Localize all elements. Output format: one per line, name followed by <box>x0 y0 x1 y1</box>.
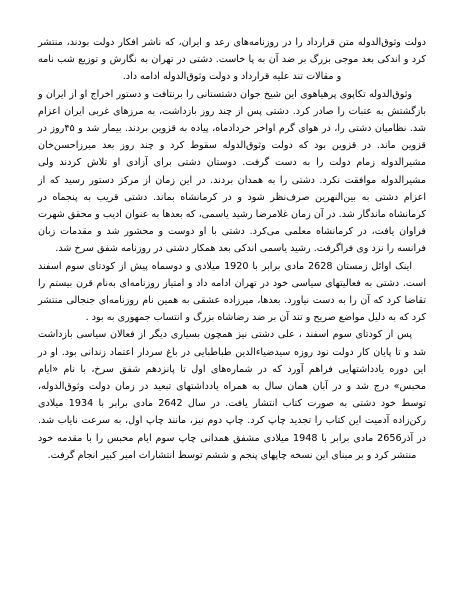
document-body <box>38 34 426 464</box>
paragraph-1: دولت وثوق‌الدوله متن قرارداد را در روزنامه‌های رعد و ایران، که ناشر افکار دولت بودند، منتشر کرد و اندکی بعد موجی بزرگ بر ضد آن به پا خاست. دشتی در تهران به نگارش و توزیع شب نامه و مقالات تند علیه قرارداد و دولت وثوق‌الدوله ادامه داد. <box>38 37 426 83</box>
paragraph-3: اینک اوائل زمستان 2628 مادی برابر با 1920 میلادی و دوسماه پیش از کودتای سوم اسفند است. دشتی به فعالیتهای سیاسی خود در تهران ادامه داد و امتیاز روزنامه‌ای به‌نام قرن بیستم را تقاضا کرد که آن را به دست نیاورد. بعدها، میرزاده عشقی به همین نام روزنامه‌ای جنجالی منتشر کرد که به دلیل مواضع صریح و تند آن بر ضد رضاشاه بزرگ و انتساب جمهوری به بود . <box>38 260 426 324</box>
paragraph-2: وثوق‌الدوله تکاپوی پرهیاهوی این شیخ جوان دشتستانی را برنتافت و دستور اخراج او از ایران و بازگشتش به عتبات را صادر کرد. دشتی پس از چند روز بازداشت، به مرزهای غربی ایران اعزام شد. نظامیان دشتی را، در هوای گرم اواخر خردادماه، پیاده به قزوین بردند. بیمار شد و ۴۵روز در قزوین ماند. در قزوین بود که دولت وثوق‌الدوله سقوط کرد و چند روز بعد میرزاحسن‌خان مشیرالدوله زمام دولت را به دست گرفت. دوستان دشتی برای آزادی او تلاش کردند ولی مشیرالدوله موافقت نکرد. دشتی را به همدان بردند. در این زمان از مرکز دستور رسید که از اعزام دشتی به بین‌النهرین صرف‌نظر شود و در کرمانشاه بماند. دشتی قریب به پنجماه در کرمانشاه ماندگار شد. در آن زمان غلامرضا رشید یاسمی، که بعدها به عنوان ادیب و محقق شهرت فراوان یافت، در کرمانشاه معلمی می‌کرد. دشتی با او دوست و محشور شد و مقدمات زبان فرانسه را نزد وی فراگرفت. رشید یاسمی اندکی بعد همکار دشتی در روزنامه شفق سرخ شد. <box>38 88 426 255</box>
paragraph-4: پس از کودتای سوم اسفند ، علی دشتی نیز همچون بسیاری دیگر از فعالان سیاسی بازداشت شد و تا پایان کار دولت نود روزه سیدضیاءالدین طباطبایی در باغ سردار اعتماد زندانی بود. او در این دوره یادداشتهایی فراهم آورد که در شماره‌های اول تا پانزدهم شفق سرخ، با نام «ایام محبس» درج شد و در آبان همان سال به همراه یادداشتهای تبعید در زمان دولت وثوق‌الدوله، توسط خود دشتی به صورت کتاب انتشار یافت. در سال 2642 مادی برابر با 1934 میلادی رکن‌زاده آدمیت این کتاب را تجدید چاپ کرد. چاپ دوم نیز، مانند چاپ اول، به سرعت نایاب شد. در آذر2656 مادی برابر با 1948 میلادی مشفق همدانی چاپ سوم ایام محبس را با مقدمه خود منتشر کرد و بر مبنای این نسخه چاپهای پنجم و ششم توسط انتشارات امیر کبیر انجام گرفت. <box>38 329 426 461</box>
